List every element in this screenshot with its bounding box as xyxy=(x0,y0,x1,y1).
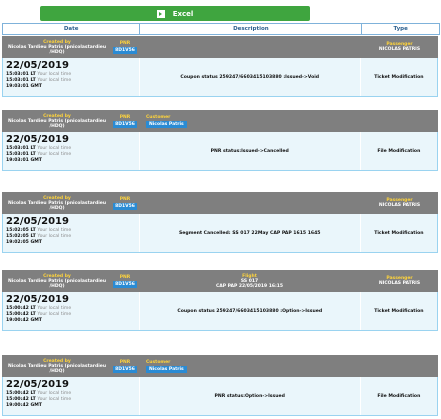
record-body xyxy=(2,292,438,331)
record-info-band xyxy=(2,36,438,58)
pnr-badge[interactable]: 8D1V56 xyxy=(115,203,135,209)
record-body xyxy=(2,214,438,253)
record-info-band xyxy=(2,355,438,377)
record-time: 22/05/2019 15:00:42 LT Your local time 15:00:42 LT Your local time 19:00:42 GMT xyxy=(3,377,139,415)
pnr-badge[interactable]: 8D1V56 xyxy=(115,281,135,287)
record-date: 22/05/2019 xyxy=(6,294,69,305)
record-time: 22/05/2019 15:02:05 LT Your local time 15:02:05 LT Your local time 19:02:05 GMT xyxy=(3,214,139,252)
customer-label: Customer xyxy=(146,114,171,120)
created-by-label: Created by xyxy=(43,358,71,364)
passenger-name: NICOLAS PATRIS xyxy=(378,281,421,286)
table-header xyxy=(2,23,440,35)
flight-route: CAP PAP 22/05/2019 16:15 xyxy=(215,283,284,289)
customer-label: Customer xyxy=(146,359,171,365)
record-info-band xyxy=(2,110,438,132)
passenger-label: Passenger xyxy=(386,42,413,47)
history-record xyxy=(2,192,438,253)
pnr-badge[interactable]: 8D1V56 xyxy=(115,121,135,127)
record-description: Segment Cancelled: SS 017 22May CAP PAP 1615 1645 xyxy=(139,214,360,252)
record-time: 22/05/2019 15:03:01 LT Your local time 15:03:01 LT Your local time 19:03:01 GMT xyxy=(3,58,139,96)
record-date: 22/05/2019 xyxy=(6,134,69,145)
record-date: 22/05/2019 xyxy=(6,60,69,71)
pnr-label: PNR xyxy=(119,274,131,280)
passenger-label: Passenger xyxy=(386,198,413,203)
passenger-name: NICOLAS PATRIS xyxy=(378,47,421,52)
record-info-band xyxy=(2,270,438,292)
record-body xyxy=(2,377,438,416)
creator-name: Nicolas Tardieu Patris (pnicolastardieu /HDQ) xyxy=(7,363,107,374)
column-header-type: Type xyxy=(393,26,408,32)
record-time: 22/05/2019 15:00:42 LT Your local time 15:00:42 LT Your local time 19:00:42 GMT xyxy=(3,292,139,330)
excel-export-button[interactable] xyxy=(40,6,310,21)
pnr-label: PNR xyxy=(119,196,131,202)
history-record xyxy=(2,110,438,171)
excel-button-label: Excel xyxy=(172,9,194,18)
record-type: Ticket Modification xyxy=(360,292,437,330)
passenger-label: Passenger xyxy=(386,276,413,281)
customer-badge[interactable]: Nicolas Patris xyxy=(146,121,187,128)
record-body xyxy=(2,132,438,171)
record-time: 22/05/2019 15:03:01 LT Your local time 15:03:01 LT Your local time 19:03:01 GMT xyxy=(3,132,139,170)
flight-label: Flight xyxy=(242,273,257,279)
record-date: 22/05/2019 xyxy=(6,379,69,390)
record-description: Coupon status 259247/6603415103880 :Option->Issued xyxy=(139,292,360,330)
column-header-description: Description xyxy=(140,24,362,34)
created-by-label: Created by xyxy=(43,113,71,119)
pnr-label: PNR xyxy=(119,40,131,46)
passenger-name: NICOLAS PATRIS xyxy=(378,203,421,208)
created-by-label: Created by xyxy=(43,273,71,279)
history-record xyxy=(2,355,438,416)
creator-name: Nicolas Tardieu Patris (pnicolastardieu /HDQ) xyxy=(7,118,107,129)
creator-name: Nicolas Tardieu Patris (pnicolastardieu /HDQ) xyxy=(7,200,107,211)
record-date: 22/05/2019 xyxy=(6,216,69,227)
created-by-label: Created by xyxy=(43,39,71,45)
creator-name: Nicolas Tardieu Patris (pnicolastardieu /HDQ) xyxy=(7,278,107,289)
record-type: File Modification xyxy=(360,132,437,170)
pnr-badge[interactable]: 8D1V56 xyxy=(115,366,135,372)
pnr-badge[interactable]: 8D1V56 xyxy=(115,47,135,53)
history-record xyxy=(2,270,438,331)
record-description: Coupon status 259247/6603415103880 :Issued->Void xyxy=(139,58,360,96)
record-description: PNR status:Option->Issued xyxy=(139,377,360,415)
history-record xyxy=(2,36,438,97)
record-type: Ticket Modification xyxy=(360,58,437,96)
record-description: PNR status:Issued->Cancelled xyxy=(139,132,360,170)
record-body xyxy=(2,58,438,97)
pnr-label: PNR xyxy=(119,114,131,120)
record-info-band xyxy=(2,192,438,214)
created-by-label: Created by xyxy=(43,195,71,201)
flight-number: SS 017 xyxy=(240,278,259,284)
pnr-label: PNR xyxy=(119,359,131,365)
creator-name: Nicolas Tardieu Patris (pnicolastardieu /HDQ) xyxy=(7,44,107,55)
record-type: Ticket Modification xyxy=(360,214,437,252)
customer-badge[interactable]: Nicolas Patris xyxy=(146,366,187,373)
excel-icon xyxy=(157,10,165,18)
column-header-date: Date xyxy=(3,24,140,34)
record-type: File Modification xyxy=(360,377,437,415)
